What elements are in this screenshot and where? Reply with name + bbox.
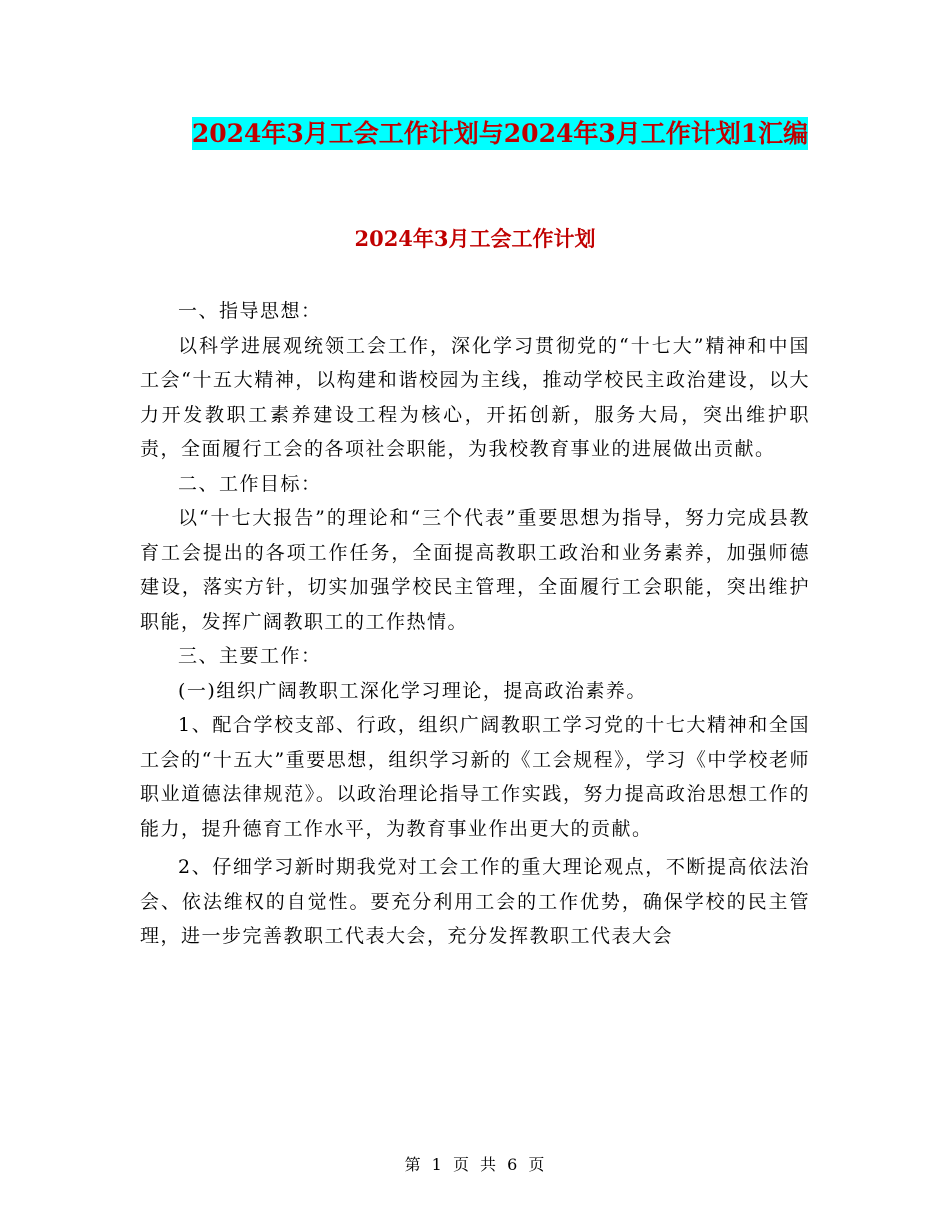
heading-work-goals: 二、工作目标：	[178, 472, 322, 495]
paragraph-guiding-thought: 以科学进展观统领工会工作，深化学习贯彻党的“十七大”精神和中国工会“十五大精神，以构建和谐校园为主线，推动学校民主政治建设，以大力开发教职工素养建设工程为核心，开拓创新，服务大局，突出维护职责，全面履行工会的各项社会职能，为我校教育事业的进展做出贡献。	[140, 334, 810, 460]
page-number-footer: 第 1 页 共 6 页	[404, 1155, 546, 1174]
paragraph-item-1: 1、配合学校支部、行政，组织广阔教职工学习党的十七大精神和全国工会的“十五大”重要思想，组织学习新的《工会规程》，学习《中学校老师职业道德法律规范》。以政治理论指导工作实践，努力提高政治思想工作的能力，提升德育工作水平，为教育事业作出更大的贡献。	[140, 714, 810, 840]
body-text	[140, 294, 810, 954]
document-title-text: 2024年3月工会工作计划与2024年3月工作计划1汇编	[191, 119, 809, 148]
heading-guiding-thought: 一、指导思想：	[178, 300, 322, 322]
paragraph-item-2: 2、仔细学习新时期我党对工会工作的重大理论观点，不断提高依法治会、依法维权的自觉性。要充分利用工会的工作优势，确保学校的民主管理，进一步完善教职工代表大会，充分发挥教职工代表大会	[140, 856, 810, 947]
subheading-item-1: (一)组织广阔教职工深化学习理论，提高政治素养。	[178, 679, 647, 702]
document-title	[190, 112, 810, 156]
section-title: 2024年3月工会工作计划	[354, 226, 596, 251]
heading-main-work: 三、主要工作：	[178, 645, 322, 667]
paragraph-work-goals: 以“十七大报告”的理论和“三个代表”重要思想为指导，努力完成县教育工会提出的各项工作任务，全面提高教职工政治和业务素养，加强师德建设，落实方针，切实加强学校民主管理，全面履行工会职能，突出维护职能，发挥广阔教职工的工作热情。	[140, 507, 810, 633]
